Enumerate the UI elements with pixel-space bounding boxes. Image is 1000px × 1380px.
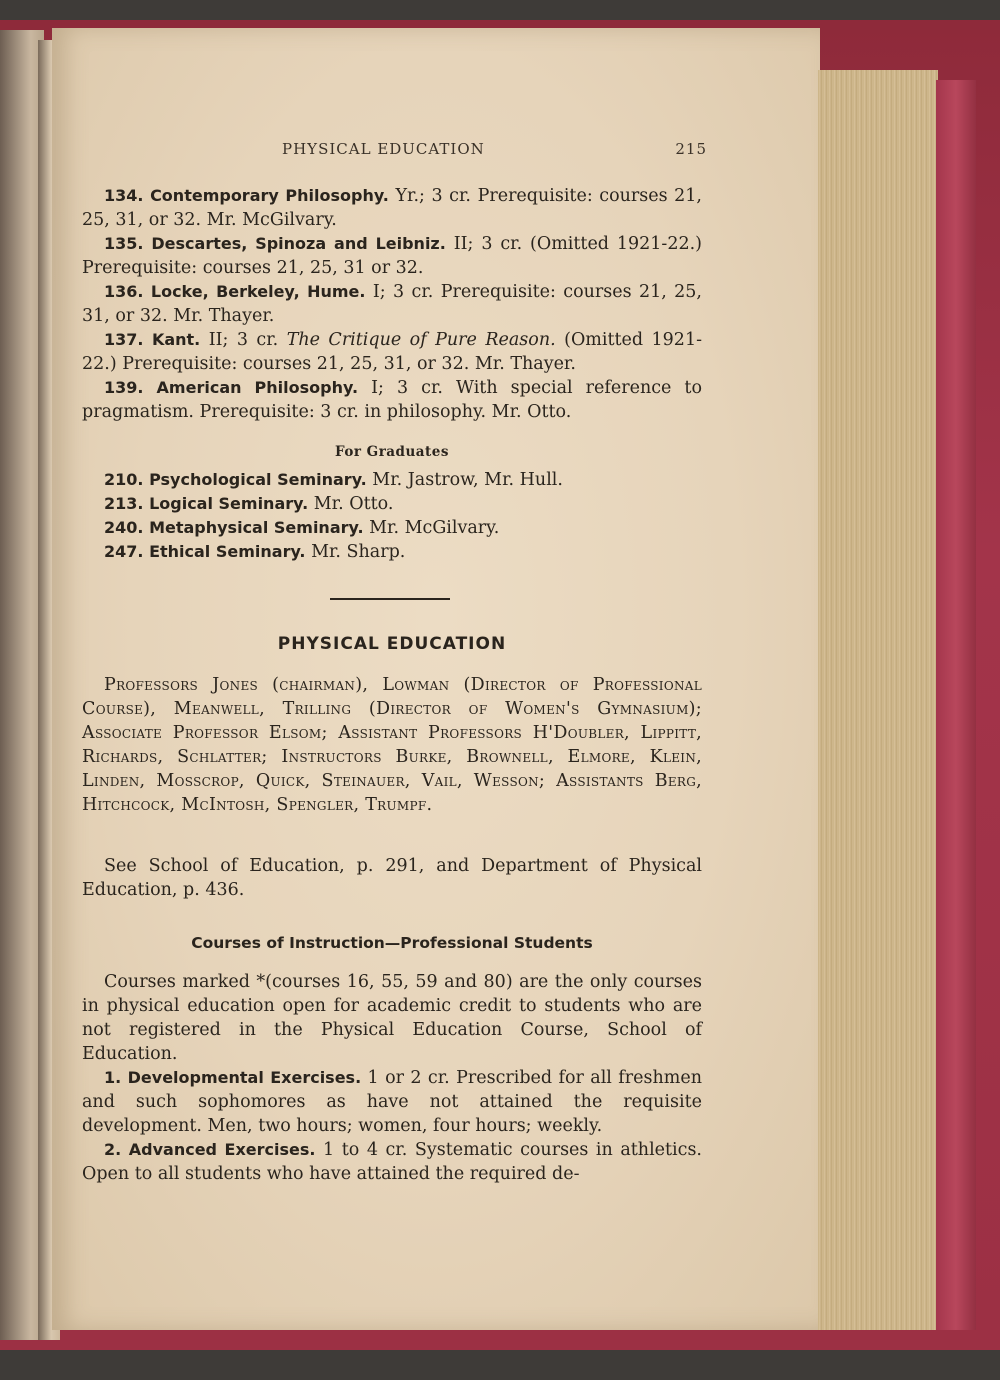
page-number: 215 xyxy=(675,140,707,158)
courses-note: Courses marked *(courses 16, 55, 59 and 80) are the only courses in physical education open for academic credit to students who are not registered in the Physical Education Course, School of Education. xyxy=(82,972,702,1064)
running-head-title: PHYSICAL EDUCATION xyxy=(282,140,485,158)
running-head xyxy=(82,140,707,162)
course-entry: 139. American Philosophy. I; 3 cr. With special reference to pragmatism. Prerequisite: 3 cr. in philosophy. Mr. Otto. xyxy=(82,378,702,422)
graduates-heading: For Graduates xyxy=(335,444,449,460)
course-entry: 1. Developmental Exercises. 1 or 2 cr. Prescribed for all freshmen and such sophomores as have not attained the requisite development. Men, two hours; women, four hours; weekly. xyxy=(82,1068,702,1136)
course-entry: 135. Descartes, Spinoza and Leibniz. II; 3 cr. (Omitted 1921-22.) Prerequisite: courses 21, 25, 31 or 32. xyxy=(82,234,702,278)
courses-heading: Courses of Instruction—Professional Students xyxy=(191,934,593,952)
course-entry: 213. Logical Seminary. Mr. Otto. xyxy=(104,494,394,514)
section-divider xyxy=(330,598,450,600)
philosophy-course-list xyxy=(82,184,702,424)
page-stack-edge xyxy=(818,70,938,1330)
course-entry: 2. Advanced Exercises. 1 to 4 cr. Systematic courses in athletics. Open to all students who have attained the required de- xyxy=(82,1140,702,1184)
book-cover-right xyxy=(936,80,976,1330)
see-also-note: See School of Education, p. 291, and Department of Physical Education, p. 436. xyxy=(82,856,702,900)
pe-course-list xyxy=(82,1066,702,1186)
course-entry: 247. Ethical Seminary. Mr. Sharp. xyxy=(104,542,406,562)
faculty-list: Professors Jones (chairman), Lowman (Director of Professional Course), Meanwell, Trilling (Director of Women's Gymnasium); Associate Professor Elsom; Assistant Professors H'Doubler, Lippitt, Richards, Schlatter; Instructors Burke, Brownell, Elmore, Klein, Linden, Mosscrop, Quick, Steinauer, Vail, Wesson; Assistants Berg, Hitchcock, McIntosh, Spengler, Trumpf. xyxy=(82,675,702,815)
course-entry: 136. Locke, Berkeley, Hume. I; 3 cr. Prerequisite: courses 21, 25, 31, or 32. Mr. Thayer. xyxy=(82,282,702,326)
graduate-course-list xyxy=(82,468,702,564)
course-entry: 240. Metaphysical Seminary. Mr. McGilvary. xyxy=(104,518,500,538)
section-title: PHYSICAL EDUCATION xyxy=(277,634,507,654)
course-entry: 134. Contemporary Philosophy. Yr.; 3 cr. Prerequisite: courses 21, 25, 31, or 32. Mr. McGilvary. xyxy=(82,186,702,230)
course-entry: 137. Kant. II; 3 cr. The Critique of Pure Reason. (Omitted 1921-22.) Prerequisite: courses 21, 25, 31, or 32. Mr. Thayer. xyxy=(82,330,702,374)
course-entry: 210. Psychological Seminary. Mr. Jastrow, Mr. Hull. xyxy=(104,470,563,490)
